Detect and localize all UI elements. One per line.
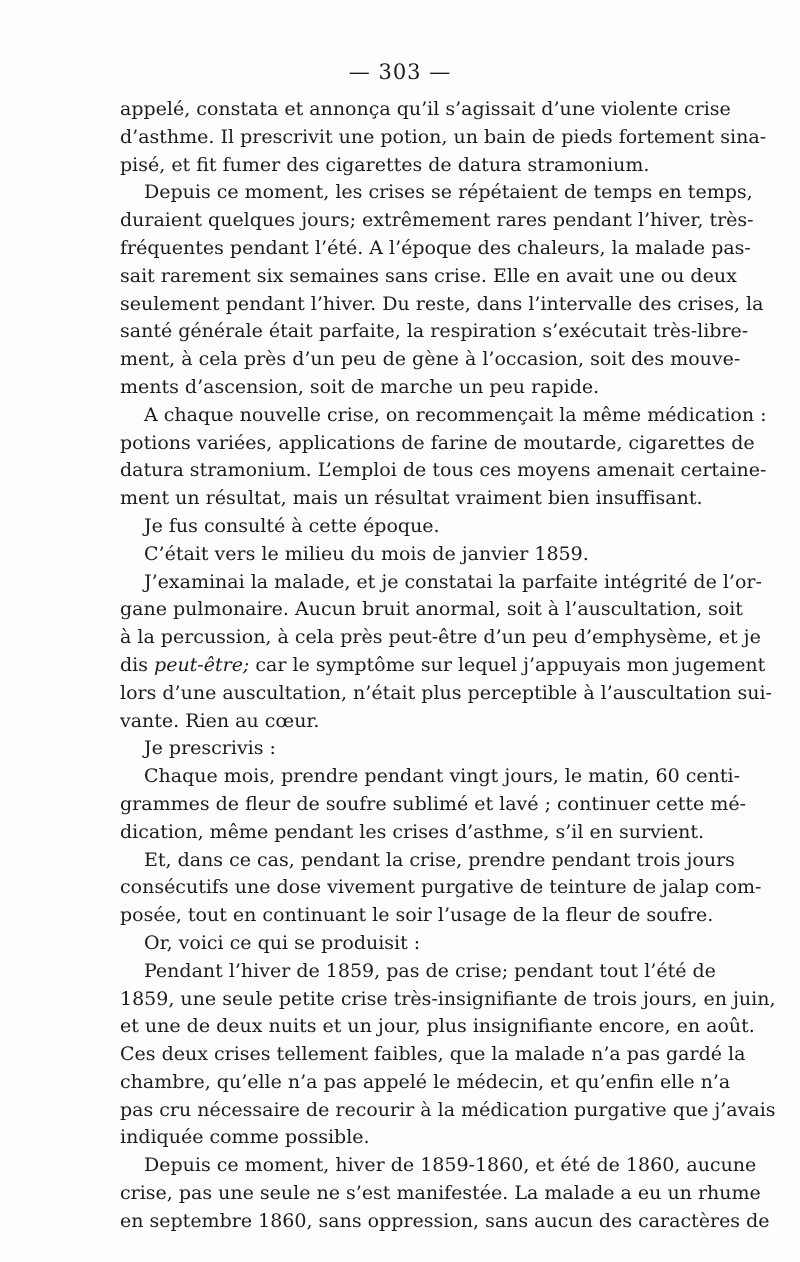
text-line: grammes de fleur de soufre sublimé et lavé ; continuer cette mé- — [120, 792, 747, 815]
text-line: datura stramonium. L’emploi de tous ces moyens amenait certaine- — [120, 459, 767, 482]
text-line: Depuis ce moment, hiver de 1859-1860, et été de 1860, aucune — [144, 1154, 757, 1177]
italic-segment: peut-être; — [154, 653, 250, 676]
text-line: C’était vers le milieu du mois de janvier 1859. — [144, 542, 589, 565]
text-line: A chaque nouvelle crise, on recommençait la même médication : — [144, 403, 767, 426]
text-line: en septembre 1860, sans oppression, sans aucun des caractères de — [120, 1209, 770, 1232]
text-line: dication, même pendant les crises d’asthme, s’il en survient. — [120, 820, 705, 843]
text-line: ments d’ascension, soit de marche un peu rapide. — [120, 375, 600, 398]
text-line: ment, à cela près d’un peu de gène à l’occasion, soit des mouve- — [120, 348, 741, 371]
text-line: Depuis ce moment, les crises se répétaient de temps en temps, — [144, 181, 753, 204]
text-line: appelé, constata et annonça qu’il s’agissait d’une violente crise — [120, 98, 731, 120]
text-line: fréquentes pendant l’été. A l’époque des chaleurs, la malade pas- — [120, 236, 751, 259]
text-line: ment un résultat, mais un résultat vraiment bien insuffisant. — [120, 487, 703, 510]
text-line: à la percussion, à cela près peut-être d’un peu d’emphysème, et je — [120, 626, 761, 649]
text-line: gane pulmonaire. Aucun bruit anormal, soit à l’auscultation, soit — [120, 598, 743, 621]
text-line: et une de deux nuits et un jour, plus insignifiante encore, en août. — [120, 1015, 755, 1038]
page-number: — 303 — — [348, 60, 452, 84]
text-line: Pendant l’hiver de 1859, pas de crise; pendant tout l’été de — [144, 959, 716, 982]
text-line: posée, tout en continuant le soir l’usage de la fleur de soufre. — [120, 904, 714, 927]
text-line — [120, 652, 766, 680]
text-line: Et, dans ce cas, pendant la crise, prendre pendant trois jours — [144, 848, 735, 871]
text-line: d’asthme. Il prescrivit une potion, un bain de pieds fortement sina- — [120, 125, 767, 148]
text-line: Ces deux crises tellement faibles, que la malade n’a pas gardé la — [120, 1043, 746, 1066]
text-line: vante. Rien au cœur. — [120, 709, 320, 732]
text-line: J’examinai la malade, et je constatai la parfaite intégrité de l’or- — [144, 570, 762, 593]
text-line: pisé, et fit fumer des cigarettes de datura stramonium. — [120, 153, 650, 176]
text-segment: dis — [120, 653, 155, 676]
text-line: Chaque mois, prendre pendant vingt jours, le matin, 60 centi- — [144, 765, 741, 788]
text-line: indiquée comme possible. — [120, 1126, 370, 1149]
text-line: lors d’une auscultation, n’était plus perceptible à l’auscultation sui- — [120, 681, 772, 704]
text-line: sait rarement six semaines sans crise. Elle en avait une ou deux — [120, 264, 737, 287]
text-line: crise, pas une seule ne s’est manifestée. La malade a eu un rhume — [120, 1182, 761, 1205]
text-segment: car le symptôme sur lequel j’appuyais mon jugement — [249, 653, 766, 676]
text-line: 1859, une seule petite crise très-insignifiante de trois jours, en juin, — [120, 987, 776, 1010]
text-line: duraient quelques jours; extrêmement rares pendant l’hiver, très- — [120, 209, 754, 232]
text-line: chambre, qu’elle n’a pas appelé le médecin, et qu’enfin elle n’a — [120, 1070, 731, 1093]
text-line: potions variées, applications de farine de moutarde, cigarettes de — [120, 431, 755, 454]
text-line: santé générale était parfaite, la respiration s’exécutait très-libre- — [120, 320, 749, 343]
text-line: seulement pendant l’hiver. Du reste, dans l’intervalle des crises, la — [120, 292, 764, 315]
text-line: consécutifs une dose vivement purgative de teinture de jalap com- — [120, 876, 762, 899]
body-text — [120, 96, 776, 1236]
text-line: Or, voici ce qui se produisit : — [144, 931, 421, 954]
text-line: pas cru nécessaire de recourir à la médication purgative que j’avais — [120, 1098, 776, 1121]
text-line: Je fus consulté à cette époque. — [144, 514, 440, 537]
text-line: Je prescrivis : — [144, 737, 276, 760]
